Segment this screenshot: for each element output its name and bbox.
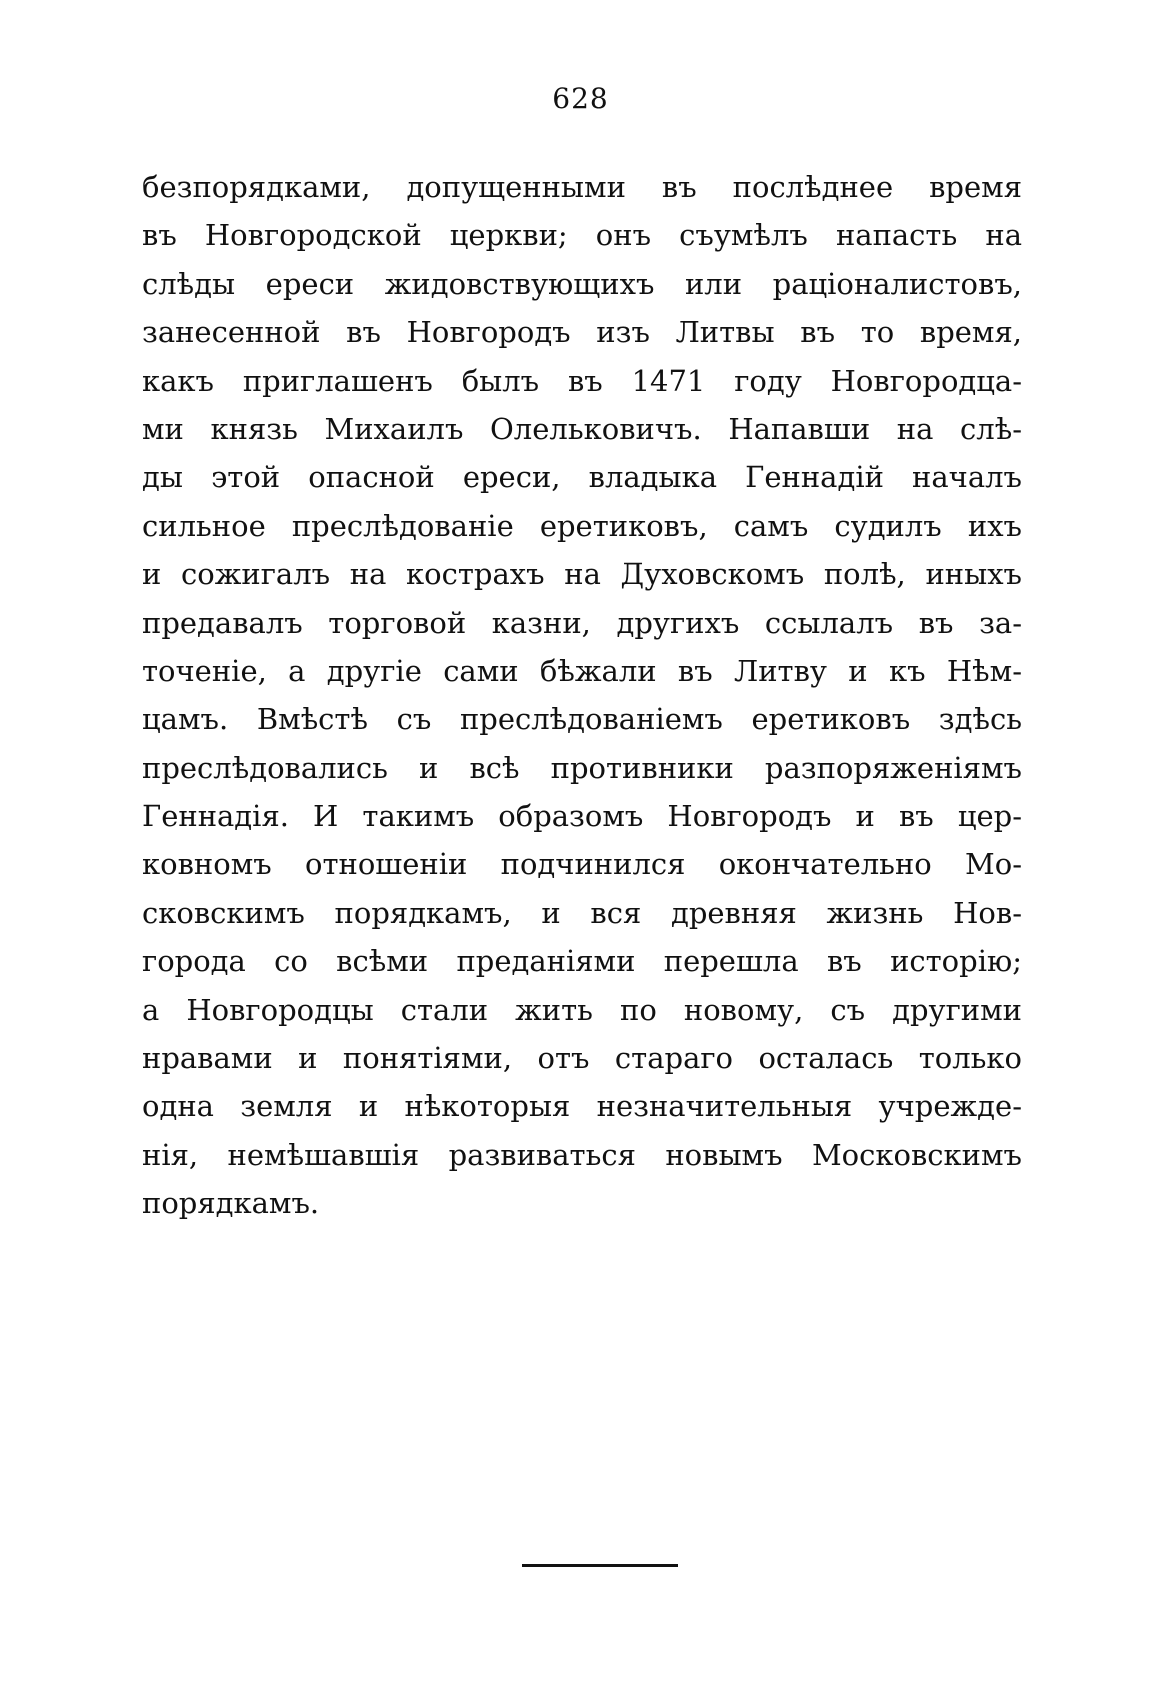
- text-line: Геннадія. И такимъ образомъ Новгородъ и въ цер-: [142, 799, 1022, 834]
- text-line: ды этой опасной ереси, владыка Геннадій началъ: [142, 460, 1022, 495]
- text-line: цамъ. Вмѣстѣ съ преслѣдованіемъ еретиковъ здѣсь: [142, 702, 1022, 737]
- end-rule: [522, 1564, 678, 1567]
- text-line: нія, немѣшавшія развиваться новымъ Московскимъ: [142, 1137, 1022, 1172]
- text-line: слѣды ереси жидовствующихъ или раціоналистовъ,: [142, 266, 1022, 301]
- text-line: и сожигалъ на кострахъ на Духовскомъ полѣ, иныхъ: [142, 557, 1022, 592]
- text-line: предавалъ торговой казни, другихъ ссылалъ въ за-: [142, 605, 1022, 640]
- text-line: нравами и понятіями, отъ стараго осталась только: [142, 1041, 1022, 1076]
- text-line: въ Новгородской церкви; онъ съумѣлъ напасть на: [142, 218, 1022, 253]
- text-line: занесенной въ Новгородъ изъ Литвы въ то время,: [142, 315, 1022, 350]
- text-line: сильное преслѣдованіе еретиковъ, самъ судилъ ихъ: [142, 508, 1022, 543]
- text-line: одна земля и нѣкоторыя незначительныя учрежде-: [142, 1089, 1022, 1124]
- text-line: сковскимъ порядкамъ, и вся древняя жизнь Нов-: [142, 895, 1022, 930]
- text-line: ковномъ отношеніи подчинился окончательно Мо-: [142, 847, 1022, 882]
- text-line: преслѣдовались и всѣ противники разпоряженіямъ: [142, 750, 1022, 785]
- text-line: безпорядками, допущенными въ послѣднее время: [142, 170, 1022, 204]
- text-line-last: порядкамъ.: [142, 1186, 320, 1221]
- text-line: точеніе, а другіе сами бѣжали въ Литву и къ Нѣм-: [142, 653, 1022, 688]
- text-line: города со всѣми преданіями перешла въ исторію;: [142, 944, 1022, 979]
- page-number: 628: [552, 82, 609, 115]
- text-line: а Новгородцы стали жить по новому, съ другими: [142, 992, 1022, 1027]
- body-text: [142, 163, 1022, 1228]
- text-line: ми князь Михаилъ Олельковичъ. Напавши на слѣ-: [142, 411, 1022, 446]
- text-line: какъ приглашенъ былъ въ 1471 году Новгородца-: [142, 363, 1022, 398]
